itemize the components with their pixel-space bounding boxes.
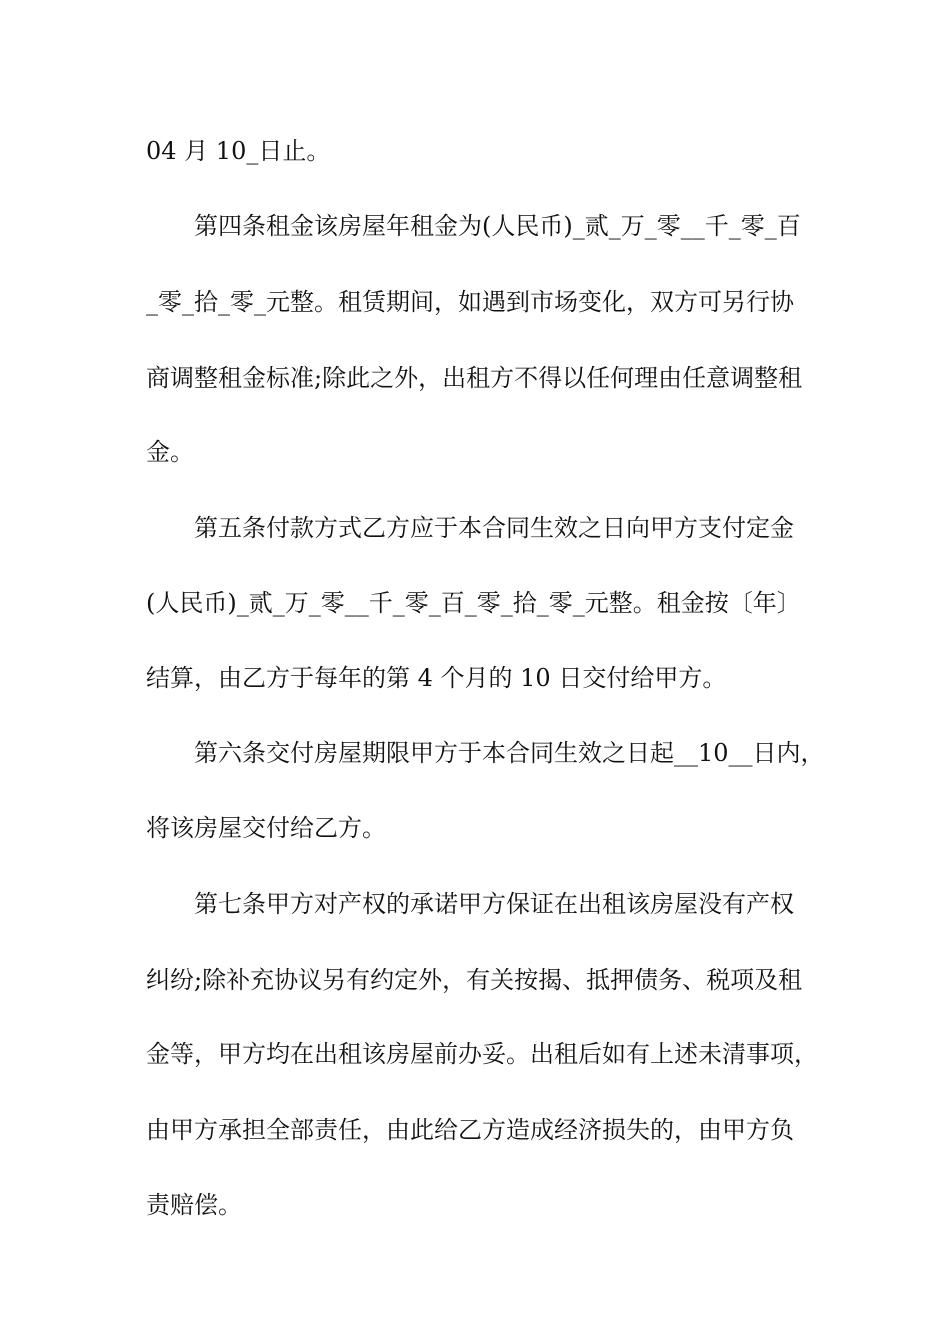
text-line: 金等，甲方均在出租该房屋前办妥。出租后如有上述未清事项， [146,1040,818,1068]
text-line: (人民币)_贰_万_零__千_零_百_零_拾_零_元整。租金按〔年〕 [146,589,801,617]
paragraph-article-6-start: 第六条交付房屋期限甲方于本合同生效之日起__10__日内， [194,739,825,767]
text-line: 商调整租金标准;除此之外，出租方不得以任何理由任意调整租 [146,364,803,392]
text-line: 由甲方承担全部责任，由此给乙方造成经济损失的，由甲方负 [146,1116,794,1144]
text-line: _零_拾_零_元整。租赁期间，如遇到市场变化，双方可另行协 [146,288,794,316]
text-line: 04 月 10_日止。 [146,137,331,165]
text-line: 责赔偿。 [146,1191,242,1219]
text-line: 结算，由乙方于每年的第 4 个月的 10 日交付给甲方。 [146,664,727,692]
paragraph-article-7-start: 第七条甲方对产权的承诺甲方保证在出租该房屋没有产权 [194,890,794,918]
paragraph-article-5-start: 第五条付款方式乙方应于本合同生效之日向甲方支付定金 [194,514,794,542]
text-line: 纠纷;除补充协议另有约定外，有关按揭、抵押债务、税项及租 [146,966,803,994]
text-line: 金。 [146,438,194,466]
text-line: 将该房屋交付给乙方。 [146,814,386,842]
paragraph-article-4-start: 第四条租金该房屋年租金为(人民币)_贰_万_零__千_零_百 [194,212,801,240]
